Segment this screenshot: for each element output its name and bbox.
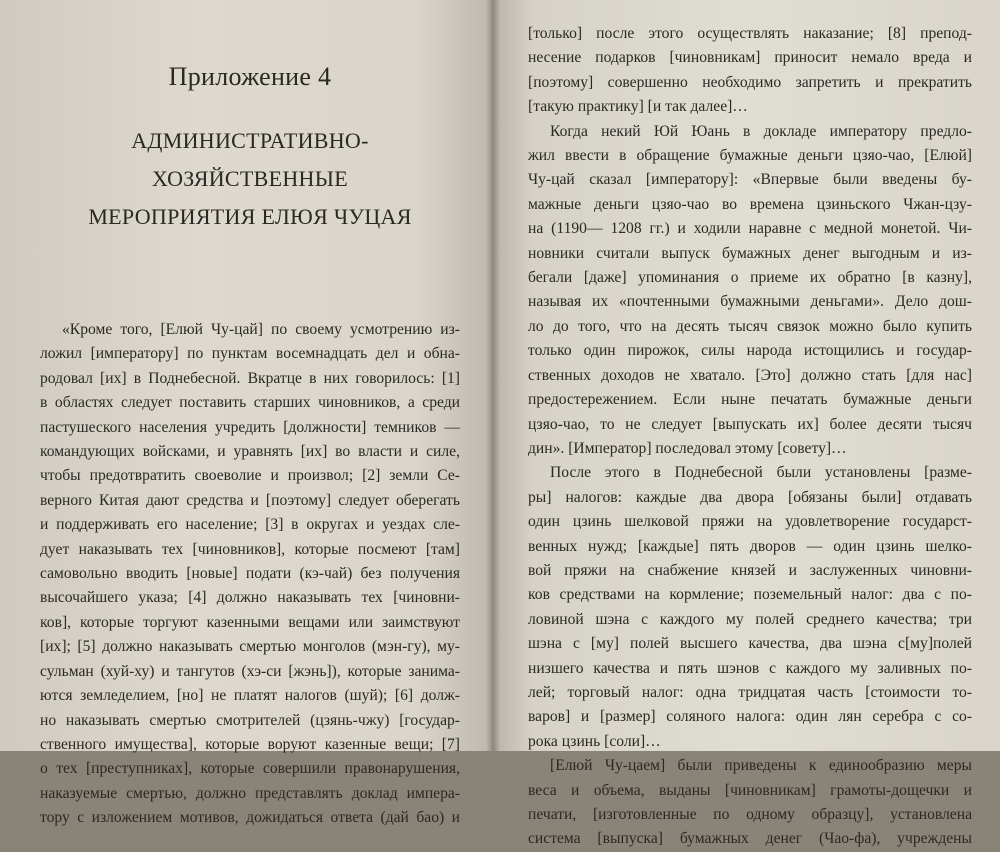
text-line: дин». [Император] последовал этому [совету]… <box>528 439 847 457</box>
chapter-title <box>40 122 460 236</box>
text-line: высочайшего указа; [4] должно наказывать тех [чиновни- <box>40 589 460 607</box>
text-line: веса и объема, выданы [чиновникам] грамоты-дощечки и <box>528 781 972 799</box>
text-line: ложил [императору] по пунктам восемнадцать дел и обна- <box>40 345 460 363</box>
text-line: печати, [изготовленные по одному образцу], установлена <box>528 806 972 823</box>
text-line: жил ввести в обращение бумажные деньги цзяо-чао, [Елюй] <box>528 147 972 165</box>
text-line: [Елюй Чу-цаем] были приведены к единообразию меры <box>550 757 972 775</box>
text-line: ственных доходов не хватало. [Это] должно стать [для нас] <box>528 366 972 384</box>
text-line: рока цзинь [соли]… <box>528 732 661 750</box>
text-line: ственного имущества], которые воруют казенные вещи; [7] <box>40 735 460 753</box>
text-line: ков средствами на кормление; поземельный налог: два с по- <box>528 586 972 604</box>
left-page <box>0 0 492 827</box>
text-line: называя их «почтенными бумажными деньгами». Дело дош- <box>528 293 972 311</box>
text-line: ются земледелием, [но] не платят налогов (шуй); [6] долж- <box>40 687 460 705</box>
text-line: командующих войсками, и уравнять [их] во власти и силе, <box>40 443 460 461</box>
text-line: ков], которые торгуют казенными вещами или заимствуют <box>40 613 460 631</box>
text-line: и поддерживать его население; [3] в округах и уездах сле- <box>40 516 460 534</box>
text-line: ры] налогов: каждые два двора [обязаны были] отдавать <box>528 488 972 506</box>
text-line: ловиной шэна с каждого му полей среднего качества; три <box>528 610 972 628</box>
text-line: «Кроме того, [Елюй Чу-цай] по своему усмотрению из- <box>62 321 460 338</box>
text-line: [их]; [5] должно наказывать смертью монголов (мэн-гу), му- <box>40 638 460 656</box>
text-line: несение подарков [чиновникам] приносит немало вреда и <box>528 49 972 67</box>
text-line: родовал [их] в Поднебесной. Вкратце в них говорилось: [1] <box>40 369 460 387</box>
right-page-text <box>528 22 972 852</box>
text-line: пастушеского населения учредить [должности] темников — <box>40 418 460 436</box>
text-line: варов] и [размер] соляного налога: один лян серебра с со- <box>528 708 972 726</box>
text-line: верного Китая дают средства и [поэтому] следует оберегать <box>40 491 460 509</box>
page-gutter <box>486 0 500 751</box>
text-line: но наказывать смертью смотрителей (цзянь-чжу) [государ- <box>40 711 460 729</box>
text-line: [поэтому] совершенно необходимо запретить и прекратить <box>528 73 972 91</box>
text-line: в областях следует поставить старших чиновников, а среди <box>40 394 460 412</box>
text-line: система [выпуска] бумажных денег (Чао-фа), учреждены <box>528 830 972 848</box>
text-line: о тех [преступниках], которые совершили правонарушения, <box>40 760 460 778</box>
text-line: После этого в Поднебесной были установлены [разме- <box>550 464 972 482</box>
chapter-title-line: МЕРОПРИЯТИЯ ЕЛЮЯ ЧУЦАЯ <box>88 204 412 229</box>
text-line: [такую практику] [и так далее]… <box>528 98 748 116</box>
text-line: чтобы предотвратить своеволие и произвол; [2] земли Се- <box>40 467 460 485</box>
text-line: [только] после этого осуществлять наказание; [8] препод- <box>528 25 972 42</box>
text-line: наказуемые смертью, должно представлять доклад импера- <box>40 784 460 802</box>
text-line: ло до того, что на десять тысяч связок можно было купить <box>528 317 972 335</box>
text-line: тору с изложением мотивов, дожидаться ответа (дай бао) и <box>40 809 460 827</box>
text-line: новники считали выпуск бумажных денег выгодным и из- <box>528 244 972 262</box>
text-line: вой пряжи на снабжение князей и заслуженных чиновни- <box>528 561 972 579</box>
text-line: цзяо-чао, то не следует [выпускать их] более десяти тысяч <box>528 415 972 433</box>
left-page-text <box>40 318 460 831</box>
text-line: шэна с [му] полей высшего качества, два шэна с[му]полей <box>528 635 972 653</box>
text-line: лей; торговый налог: одна тридцатая часть [стоимости то- <box>528 683 972 701</box>
appendix-label: Приложение 4 <box>168 62 332 91</box>
text-line: сульман (хуй-ху) и тангутов (хэ-си [жэнь]), которые занима- <box>40 662 460 680</box>
text-line: мажные деньги цзяо-чао во времена цзиньского Чжан-цзу- <box>528 195 972 213</box>
text-line: венных нужд; [каждые] пять дворов — один цзинь шелко- <box>528 537 972 555</box>
text-line: на (1190— 1208 гг.) и ходили наравне с медной монетой. Чи- <box>528 220 972 238</box>
text-line: предостережением. Если ныне печатать бумажные деньги <box>528 391 972 409</box>
text-line: Когда некий Юй Юань в докладе императору предло- <box>550 122 972 140</box>
text-line: самовольно вводить [новые] подати (кэ-чай) без получения <box>40 565 460 583</box>
text-line: только один пирожок, силы народа истощились и государ- <box>528 342 972 360</box>
text-line: дует наказывать тех [чиновников], которые посмеют [там] <box>40 540 460 558</box>
text-line: низшего качества и пять шэнов с каждого му заливных по- <box>528 659 972 677</box>
text-line: Чу-цай сказал [императору]: «Впервые были введены бу- <box>528 171 972 189</box>
right-page <box>492 0 1000 848</box>
chapter-title-line: АДМИНИСТРАТИВНО-ХОЗЯЙСТВЕННЫЕ <box>131 128 369 191</box>
text-line: один цзинь шелковой пряжи на удовлетворение государст- <box>528 513 972 531</box>
text-line: бегали [даже] упоминания о приеме их обратно [в казну], <box>528 269 972 287</box>
